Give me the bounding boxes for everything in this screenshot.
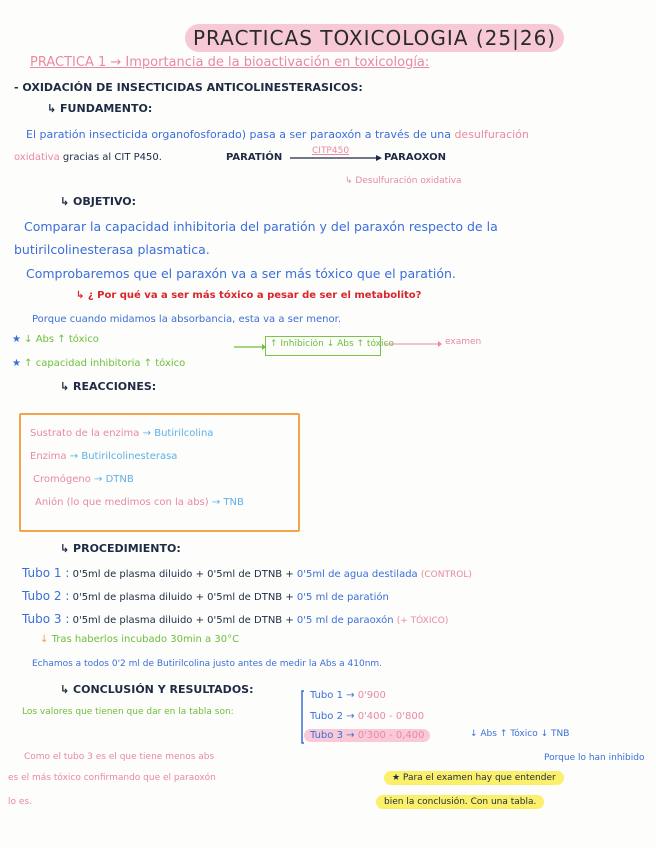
- practica-heading: PRACTICA 1 → Importancia de la bioactivación en toxicología:: [30, 55, 430, 70]
- reaction-item: Anión (lo que medimos con la abs) → TNB: [35, 497, 244, 508]
- procedimiento-label: ↳ PROCEDIMIENTO:: [60, 542, 181, 555]
- objetivo-label: ↳ OBJETIVO:: [60, 195, 137, 208]
- reacciones-label: ↳ REACCIONES:: [60, 380, 157, 393]
- conclusion-side: ↓ Abs ↑ Tóxico ↓ TNB: [470, 729, 570, 739]
- objetivo-question: ↳ ¿ Por qué va a ser más tóxico a pesar de ser el metabolito?: [76, 290, 422, 301]
- tube-row: Tubo 1 : 0'5ml de plasma diluido + 0'5ml de DTNB + 0'5ml de agua destilada (CONTROL): [22, 566, 472, 580]
- reaction-item: Sustrato de la enzima → Butirilcolina: [30, 428, 214, 439]
- reaction-enzyme: CITP450: [312, 146, 350, 156]
- objetivo-line-2: butirilcolinesterasa plasmatica.: [14, 242, 210, 257]
- result-row: Tubo 2 → 0'400 - 0'800: [310, 711, 425, 722]
- arrow-icon: ↳: [60, 542, 74, 555]
- fundamento-text-1: El paratión insecticida organofosforado) pasa a ser paraoxón a través de una desulfuración: [26, 128, 529, 141]
- arrow-down-icon: ↓: [40, 634, 49, 645]
- conclusion-reason: Porque lo han inhibido: [544, 753, 645, 763]
- exam-note-1: ★ Para el examen hay que entender: [384, 771, 564, 785]
- conclusion-note-2: es el más tóxico confirmando que el paraoxón: [8, 773, 216, 783]
- tube-row: Tubo 3 : 0'5ml de plasma diluido + 0'5ml de DTNB + 0'5 ml de paraoxón (+ TÓXICO): [22, 612, 449, 626]
- reaction-item: Cromógeno → DTNB: [33, 474, 134, 485]
- procedimiento-incubate: ↓ Tras haberlos incubado 30min a 30°C: [40, 634, 240, 645]
- objetivo-examen: examen: [445, 337, 482, 347]
- result-row-highlight: Tubo 3 → 0'300 - 0,400: [304, 729, 430, 742]
- reaction-note: ↳ Desulfuración oxidativa: [345, 176, 462, 186]
- exam-note-2: bien la conclusión. Con una tabla.: [376, 795, 544, 809]
- objetivo-bullet-1: ★ ↓ Abs ↑ tóxico: [12, 334, 99, 345]
- practica-subheading: - OXIDACIÓN DE INSECTICIDAS ANTICOLINESTERASICOS:: [14, 81, 363, 94]
- objetivo-box-text: ↑ Inhibición ↓ Abs ↑ tóxico: [270, 339, 394, 349]
- result-row: Tubo 1 → 0'900: [310, 690, 386, 701]
- objetivo-answer: Porque cuando midamos la absorbancia, esta va a ser menor.: [32, 314, 342, 325]
- star-icon: ★: [12, 334, 21, 345]
- objetivo-line-3: Comprobaremos que el paraxón va a ser más tóxico que el paratión.: [26, 266, 456, 281]
- objetivo-bullet-2: ★ ↑ capacidad inhibitoria ↑ tóxico: [12, 358, 186, 369]
- fundamento-label: ↳ FUNDAMENTO:: [47, 102, 153, 115]
- conclusion-label: ↳ CONCLUSIÓN Y RESULTADOS:: [60, 683, 254, 696]
- arrow-icon: ↳: [76, 290, 88, 301]
- arrow-icon: ↳: [47, 102, 61, 115]
- results-bracket: [302, 691, 304, 743]
- reaction-arrowhead: [376, 155, 382, 161]
- arrow-icon: ↳: [60, 380, 74, 393]
- procedimiento-echamos: Echamos a todos 0'2 ml de Butirilcolina justo antes de medir la Abs a 410nm.: [32, 659, 383, 669]
- star-icon: ★: [12, 358, 21, 369]
- reaction-item: Enzima → Butirilcolinesterasa: [30, 451, 178, 462]
- conclusion-note-3: lo es.: [8, 797, 32, 807]
- conclusion-note-1: Como el tubo 3 es el que tiene menos abs: [24, 752, 215, 762]
- arrow-icon: ↳: [60, 195, 74, 208]
- objetivo-arrowhead: [262, 344, 266, 350]
- conclusion-intro: Los valores que tienen que dar en la tabla son:: [22, 707, 234, 717]
- examen-arrowhead: [438, 341, 442, 347]
- reaction-left: PARATIÓN: [226, 152, 283, 163]
- page-title: PRACTICAS TOXICOLOGIA (25|26): [185, 24, 564, 52]
- tube-row: Tubo 2 : 0'5ml de plasma diluido + 0'5ml de DTNB + 0'5 ml de paratión: [22, 589, 389, 603]
- fundamento-text-2: oxidativa gracias al CIT P450.: [14, 152, 162, 163]
- arrow-icon: ↳: [345, 176, 356, 186]
- arrow-icon: ↳: [60, 683, 74, 696]
- objetivo-line-1: Comparar la capacidad inhibitoria del paratión y del paraxón respecto de la: [24, 219, 498, 234]
- reaction-right: PARAOXON: [384, 152, 446, 163]
